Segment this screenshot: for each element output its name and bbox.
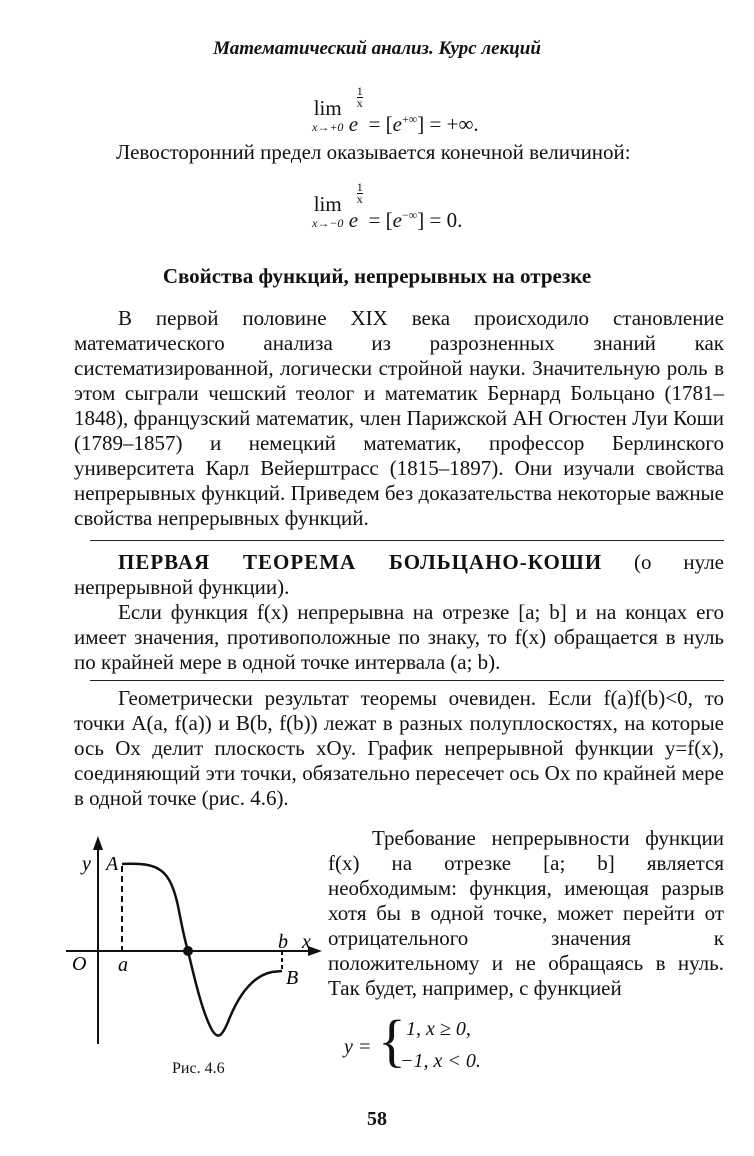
- formula-result: = +∞.: [429, 112, 479, 136]
- theorem-statement: Если функция f(x) непрерывна на отрезке [a; b] и на концах его имеет значения, противоположные по знаку, то f(x) обращается в нуль по крайней мере в одной точке интервала (a; b).: [74, 600, 724, 674]
- page-number: 58: [367, 1108, 387, 1130]
- label-O: O: [72, 953, 87, 975]
- bracket-exponent: +∞: [401, 112, 418, 126]
- section-heading: Свойства функций, непрерывных на отрезке: [162, 264, 592, 288]
- function-graph: [122, 864, 282, 1036]
- theorem-bottom-rule: [90, 680, 724, 681]
- figure-4-6: [60, 826, 330, 1056]
- limit-subscript: x→+0: [312, 120, 344, 134]
- label-a: a: [118, 954, 128, 976]
- left-limit-text: Левосторонний предел оказывается конечной величиной:: [116, 140, 631, 164]
- exponent-base: e $\frac{1}{x}$: [348, 84, 363, 136]
- running-header: Математический анализ. Курс лекций: [213, 38, 541, 59]
- theorem-subtitle: (о нуле непрерывной функции).: [74, 550, 724, 599]
- zero-point: [183, 946, 193, 956]
- exponent-base: e $\frac{1}{x}$: [348, 180, 363, 232]
- curly-brace: {: [378, 1008, 406, 1073]
- limit-subscript: x→−0: [312, 216, 344, 230]
- formula-right-limit: lim x→+0 e $\frac{1}{x}$ = [e+∞] = +∞.: [312, 84, 479, 136]
- y-axis-arrow: [93, 836, 103, 850]
- theorem-top-rule: [90, 540, 724, 541]
- right-paragraph: Требование непрерывности функции f(x) на отрезке [a; b] является необходимым: функция, имеющая разрыв хотя бы в одной точке, может перейти от отрицательного значения к положительному и не обращаясь в нуль. Так будет, например, с функцией: [328, 826, 724, 1000]
- theorem-title: ПЕРВАЯ ТЕОРЕМА БОЛЬЦАНО-КОШИ: [118, 550, 603, 574]
- label-A: A: [106, 853, 119, 875]
- label-y: y: [82, 853, 91, 875]
- piecewise-case-2: −1, x < 0.: [400, 1050, 481, 1072]
- intro-paragraph: В первой половине XIX века происходило становление математического анализа из разрозненных знаний как систематизированной, логически стройной науки. Значительную роль в этом сыграли чешский теолог и математик Бернард Больцано (1781–1848), французский математик, член Парижской АН Огюстен Луи Коши (1789–1857) и немецкий математик, профессор Берлинского университета Карл Вейерштрасс (1815–1897). Они изучали свойства непрерывных функций. Приведем без доказательства некоторые важные свойства непрерывных функций.: [74, 306, 724, 530]
- geometric-paragraph: Геометрически результат теоремы очевиден. Если f(a)f(b)<0, то точки A(a, f(a)) и B(b, f(b)) лежат в разных полуплоскостях, на которые ось Ox делит плоскость xOy. График непрерывной функции y=f(x), соединяющий эти точки, обязательно пересечет ось Ox по крайней мере в одной точке (рис. 4.6).: [74, 686, 724, 810]
- formula-left-limit: lim x→−0 e $\frac{1}{x}$ = [e−∞] = 0.: [312, 180, 463, 232]
- bracket-exponent: −∞: [401, 208, 418, 222]
- piecewise-case-1: 1, x ≥ 0,: [406, 1018, 471, 1040]
- formula-result: = 0.: [429, 208, 463, 232]
- theorem-block: [74, 550, 724, 600]
- label-b: b: [278, 931, 288, 953]
- piecewise-lhs: y =: [344, 1036, 372, 1058]
- figure-caption: Рис. 4.6: [172, 1060, 225, 1077]
- label-B: B: [286, 967, 299, 989]
- label-x: x: [302, 931, 311, 953]
